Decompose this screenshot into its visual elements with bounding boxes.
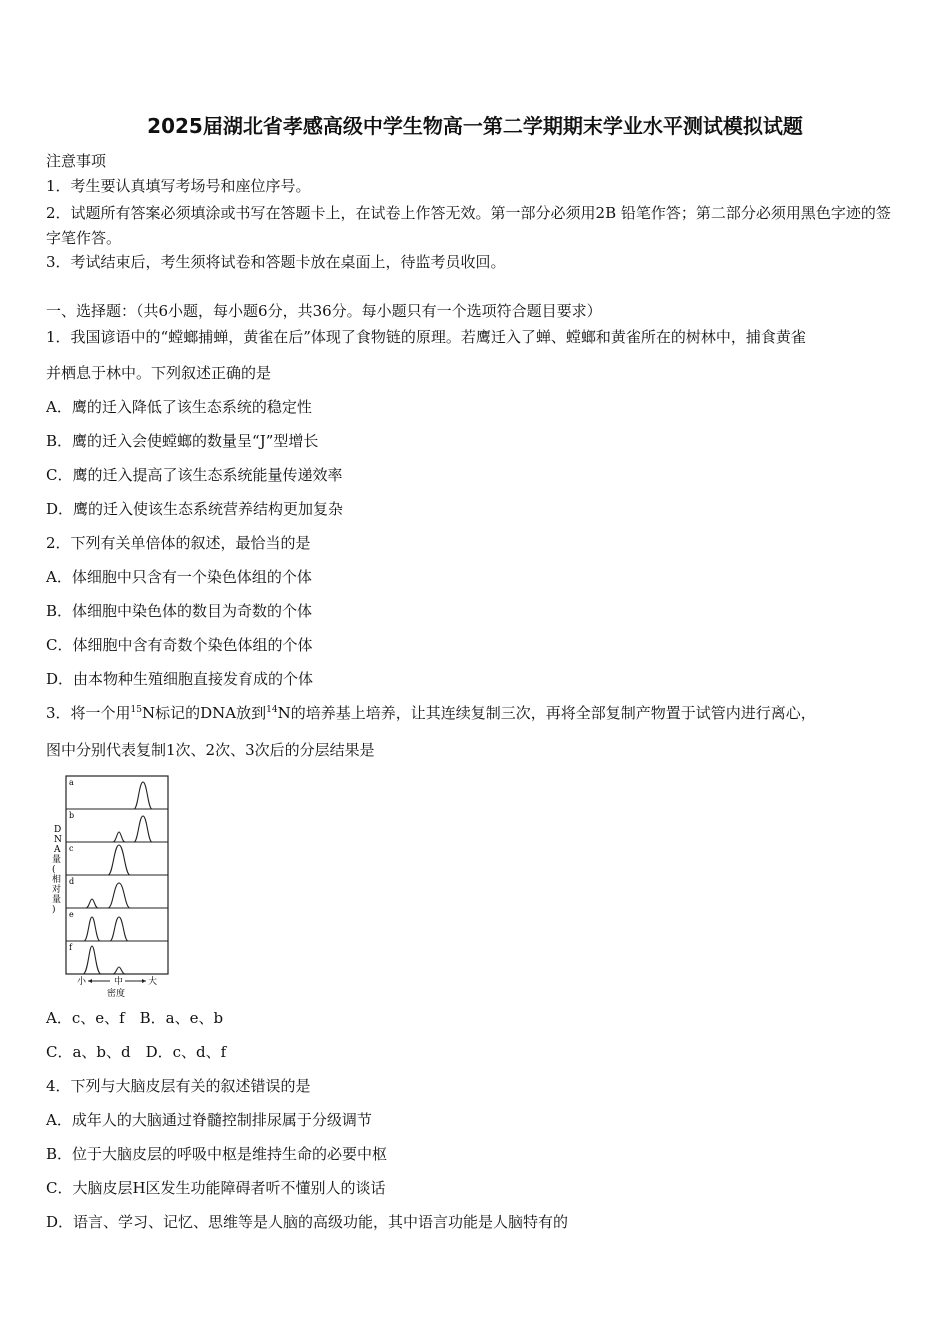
peak-f-mid [113,967,125,974]
x-arrowhead-left [88,979,92,983]
q2-option-b: B．体细胞中染色体的数目为奇数的个体 [46,602,313,620]
row-label-c: c [69,844,74,853]
peak-b-heavy [134,816,152,842]
q2-stem: 2．下列有关单倍体的叙述，最恰当的是 [46,534,311,552]
q3-stem-line1 [46,702,816,724]
q3-options-line2: C．a、b、d D．c、d、f [46,1043,227,1061]
q1-option-a: A．鹰的迁入降低了该生态系统的稳定性 [46,398,312,416]
peak-a-heavy [134,782,152,809]
q4-option-d: D．语言、学习、记忆、思维等是人脑的高级功能，其中语言功能是人脑特有的 [46,1213,569,1231]
peak-c-mid [108,845,130,875]
row-label-b: b [69,811,75,820]
xlabel-mid: 中 [114,977,124,987]
xlabel-big: 大 [148,977,158,987]
row-label-a: a [69,778,74,787]
section-heading: 一、选择题：（共6小题，每小题6分，共36分。每小题只有一个选项符合题目要求） [46,302,602,320]
peak-b-mid [113,832,125,842]
peak-f-light [83,946,101,974]
q3-stem-part-a: 3．将一个用 [46,704,131,722]
peak-e-light [84,917,100,941]
q2-option-a: A．体细胞中只含有一个染色体组的个体 [46,568,312,586]
q2-option-c: C．体细胞中含有奇数个染色体组的个体 [46,636,313,654]
q3-options-line1: A．c、e、f B．a、e、b [46,1009,224,1027]
q4-option-c: C．大脑皮层H区发生功能障碍者听不懂别人的谈话 [46,1179,386,1197]
q3-stem-part-b: N标记的DNA放到 [142,704,267,722]
figure-ylabel: D N A 量(相对量) [52,825,62,915]
xlabel-title: 密度 [107,989,126,999]
q4-option-a: A．成年人的大脑通过脊髓控制排尿属于分级调节 [46,1111,372,1129]
centrifuge-figure [48,770,178,1002]
peak-d-mid [108,883,130,908]
q3-stem-line2: 图中分别代表复制1次、2次、3次后的分层结果是 [46,741,375,759]
notice-item-2: 2．试题所有答案必须填涂或书写在答题卡上，在试卷上作答无效。第一部分必须用2B 铅笔作答；第二部分必须用黑色字迹的签字笔作答。 [46,204,891,247]
q1-option-b: B．鹰的迁入会使螳螂的数量呈“J”型增长 [46,432,319,450]
x-arrowhead-right [142,979,146,983]
peak-d-light [86,899,98,908]
page-title: 2025届湖北省孝感高级中学生物高一第二学期期末学业水平测试模拟试题 [147,114,803,138]
notice-item-1: 1．考生要认真填写考场号和座位序号。 [46,177,311,195]
notice-heading: 注意事项 [46,152,107,170]
row-label-f: f [69,943,72,952]
q4-stem: 4．下列与大脑皮层有关的叙述错误的是 [46,1077,311,1095]
row-label-e: e [69,910,74,919]
q1-stem-line2: 并栖息于林中。下列叙述正确的是 [46,364,272,382]
notice-item-3: 3．考试结束后，考生须将试卷和答题卡放在桌面上，待监考员收回。 [46,253,506,271]
q3-sup-15: 15 [130,705,142,715]
xlabel-small: 小 [77,977,87,987]
q1-stem-line1: 1．我国谚语中的“螳螂捕蝉，黄雀在后”体现了食物链的原理。若鹰迁入了蝉、螳螂和黄雀所在的树林中，捕食黄雀 [46,328,806,346]
centrifuge-figure-svg [48,770,178,1002]
q1-option-c: C．鹰的迁入提高了该生态系统能量传递效率 [46,466,343,484]
peak-e-mid [110,917,128,941]
q1-option-d: D．鹰的迁入使该生态系统营养结构更加复杂 [46,500,344,518]
row-label-d: d [69,877,75,886]
q3-stem-part-c: N的培养基上培养，让其连续复制三次，再将全部复制产物置于试管内进行离心， [277,704,816,722]
q2-option-d: D．由本物种生殖细胞直接发育成的个体 [46,670,314,688]
q3-sup-14: 14 [266,705,278,715]
q4-option-b: B．位于大脑皮层的呼吸中枢是维持生命的必要中枢 [46,1145,388,1163]
